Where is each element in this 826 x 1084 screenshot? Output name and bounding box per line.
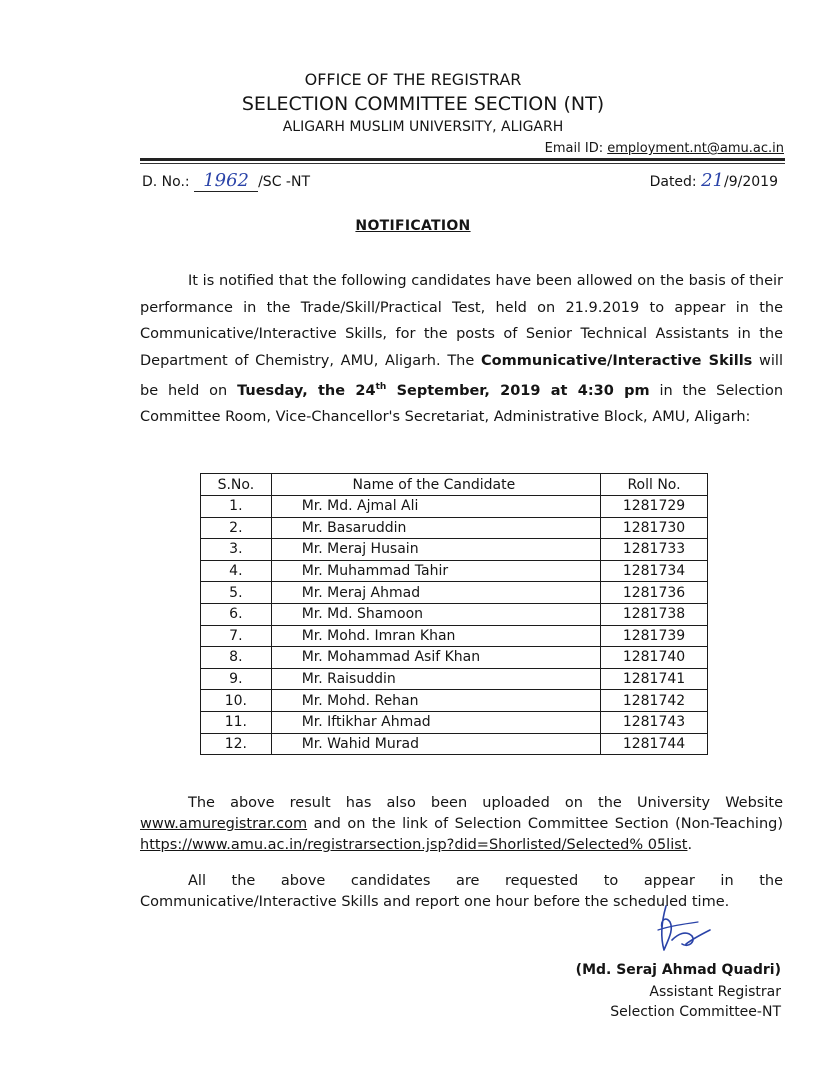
header-rule-thick (140, 158, 785, 161)
cell-name: Mr. Md. Shamoon (271, 603, 600, 625)
dated-label: Dated: (649, 174, 697, 190)
cell-roll: 1281730 (601, 517, 708, 539)
email-link[interactable]: employment.nt@amu.ac.in (607, 141, 784, 156)
cell-name: Mr. Muhammad Tahir (271, 560, 600, 582)
table-row (201, 582, 708, 604)
cell-sno: 12. (201, 733, 272, 755)
signatory-name: (Md. Seraj Ahmad Quadri) (575, 962, 781, 978)
notification-title: NOTIFICATION (355, 218, 471, 234)
cell-roll: 1281740 (601, 647, 708, 669)
table-row (201, 668, 708, 690)
cell-roll: 1281738 (601, 603, 708, 625)
email-label: Email ID: (544, 141, 604, 156)
cell-name: Mr. Iftikhar Ahmad (271, 711, 600, 733)
cell-sno: 8. (201, 647, 272, 669)
cell-roll: 1281729 (601, 496, 708, 518)
cell-sno: 4. (201, 560, 272, 582)
table-row (201, 690, 708, 712)
table-row (201, 711, 708, 733)
header-roll: Roll No. (601, 474, 708, 496)
email-line (545, 141, 784, 156)
cell-name: Mr. Meraj Ahmad (271, 582, 600, 604)
cell-name: Mr. Mohammad Asif Khan (271, 647, 600, 669)
dated-handwritten-day: 21 (701, 170, 725, 191)
university-heading: ALIGARH MUSLIM UNIVERSITY, ALIGARH (282, 119, 564, 135)
signatory-office: Selection Committee-NT (610, 1004, 781, 1020)
cell-sno: 7. (201, 625, 272, 647)
intro-bold-date-a: Tuesday, the 24 (237, 382, 376, 399)
cell-name: Mr. Meraj Husain (271, 539, 600, 561)
cell-name: Mr. Mohd. Rehan (271, 690, 600, 712)
cell-sno: 11. (201, 711, 272, 733)
cell-roll: 1281741 (601, 668, 708, 690)
intro-text-1: It is notified that the following candidates have been allowed on the basis of their performance in the Trade/Skill/Practical Test, held on 21.9.2019 to appear in the Communicative/Interactive Skills, for the posts of Senior Technical Assistants in the Department of Chemistry, AMU, Aligarh. The (140, 273, 783, 369)
dispatch-number (142, 170, 310, 192)
header-sno: S.No. (201, 474, 272, 496)
header-rule-thin (140, 163, 785, 164)
upload-text-2: and on the link of Selection Committee Section (Non-Teaching) (307, 816, 783, 832)
intro-bold-skills: Communicative/Interactive Skills (481, 352, 753, 369)
cell-roll: 1281733 (601, 539, 708, 561)
dno-suffix: /SC -NT (258, 174, 310, 190)
section-heading: SELECTION COMMITTEE SECTION (NT) (241, 93, 605, 115)
table-row (201, 603, 708, 625)
table-row (201, 496, 708, 518)
cell-roll: 1281744 (601, 733, 708, 755)
candidates-table (200, 473, 708, 755)
intro-text-3: in the Selection Committee Room, Vice-Chancellor's Secretariat, Administrative Block, AMU, Aligarh: (140, 382, 784, 426)
website-link[interactable]: www.amuregistrar.com (140, 816, 308, 832)
cell-sno: 5. (201, 582, 272, 604)
cell-name: Mr. Md. Ajmal Ali (271, 496, 600, 518)
cell-sno: 9. (201, 668, 272, 690)
dated-line (650, 170, 778, 191)
cell-name: Mr. Basaruddin (271, 517, 600, 539)
office-heading: OFFICE OF THE REGISTRAR (304, 70, 522, 89)
cell-name: Mr. Raisuddin (271, 668, 600, 690)
header-name: Name of the Candidate (271, 474, 600, 496)
table-row (201, 517, 708, 539)
cell-sno: 6. (201, 603, 272, 625)
cell-sno: 3. (201, 539, 272, 561)
upload-paragraph (140, 793, 783, 856)
table-header-row (201, 474, 708, 496)
intro-text-2: will be held on (140, 352, 783, 399)
cell-name: Mr. Mohd. Imran Khan (271, 625, 600, 647)
handwritten-signature (640, 900, 720, 960)
cell-roll: 1281743 (601, 711, 708, 733)
registrar-section-link[interactable]: https://www.amu.ac.in/registrarsection.jsp?did=Shorlisted/Selected% 05list (140, 837, 688, 853)
dated-rest: /9/2019 (724, 174, 778, 190)
dno-label: D. No.: (142, 174, 190, 190)
intro-bold-date-b: September, 2019 at 4:30 pm (386, 382, 650, 399)
table-row (201, 625, 708, 647)
table-row (201, 733, 708, 755)
table-row (201, 560, 708, 582)
cell-roll: 1281736 (601, 582, 708, 604)
cell-sno: 2. (201, 517, 272, 539)
upload-text-1: The above result has also been uploaded on the University Website (188, 795, 783, 811)
cell-name: Mr. Wahid Murad (271, 733, 600, 755)
instruction-paragraph: All the above candidates are requested to appear in the Communicative/Interactive Skills and report one hour before the scheduled time. (140, 873, 783, 910)
upload-text-3: . (687, 837, 693, 853)
dno-handwritten-number: 1962 (203, 170, 249, 191)
cell-sno: 10. (201, 690, 272, 712)
signatory-designation: Assistant Registrar (649, 984, 781, 1000)
cell-sno: 1. (201, 496, 272, 518)
intro-bold-date (237, 383, 650, 399)
cell-roll: 1281739 (601, 625, 708, 647)
intro-paragraph (140, 268, 783, 431)
cell-roll: 1281734 (601, 560, 708, 582)
table-row (201, 539, 708, 561)
table-row (201, 647, 708, 669)
cell-roll: 1281742 (601, 690, 708, 712)
intro-bold-date-sup: th (375, 382, 387, 392)
